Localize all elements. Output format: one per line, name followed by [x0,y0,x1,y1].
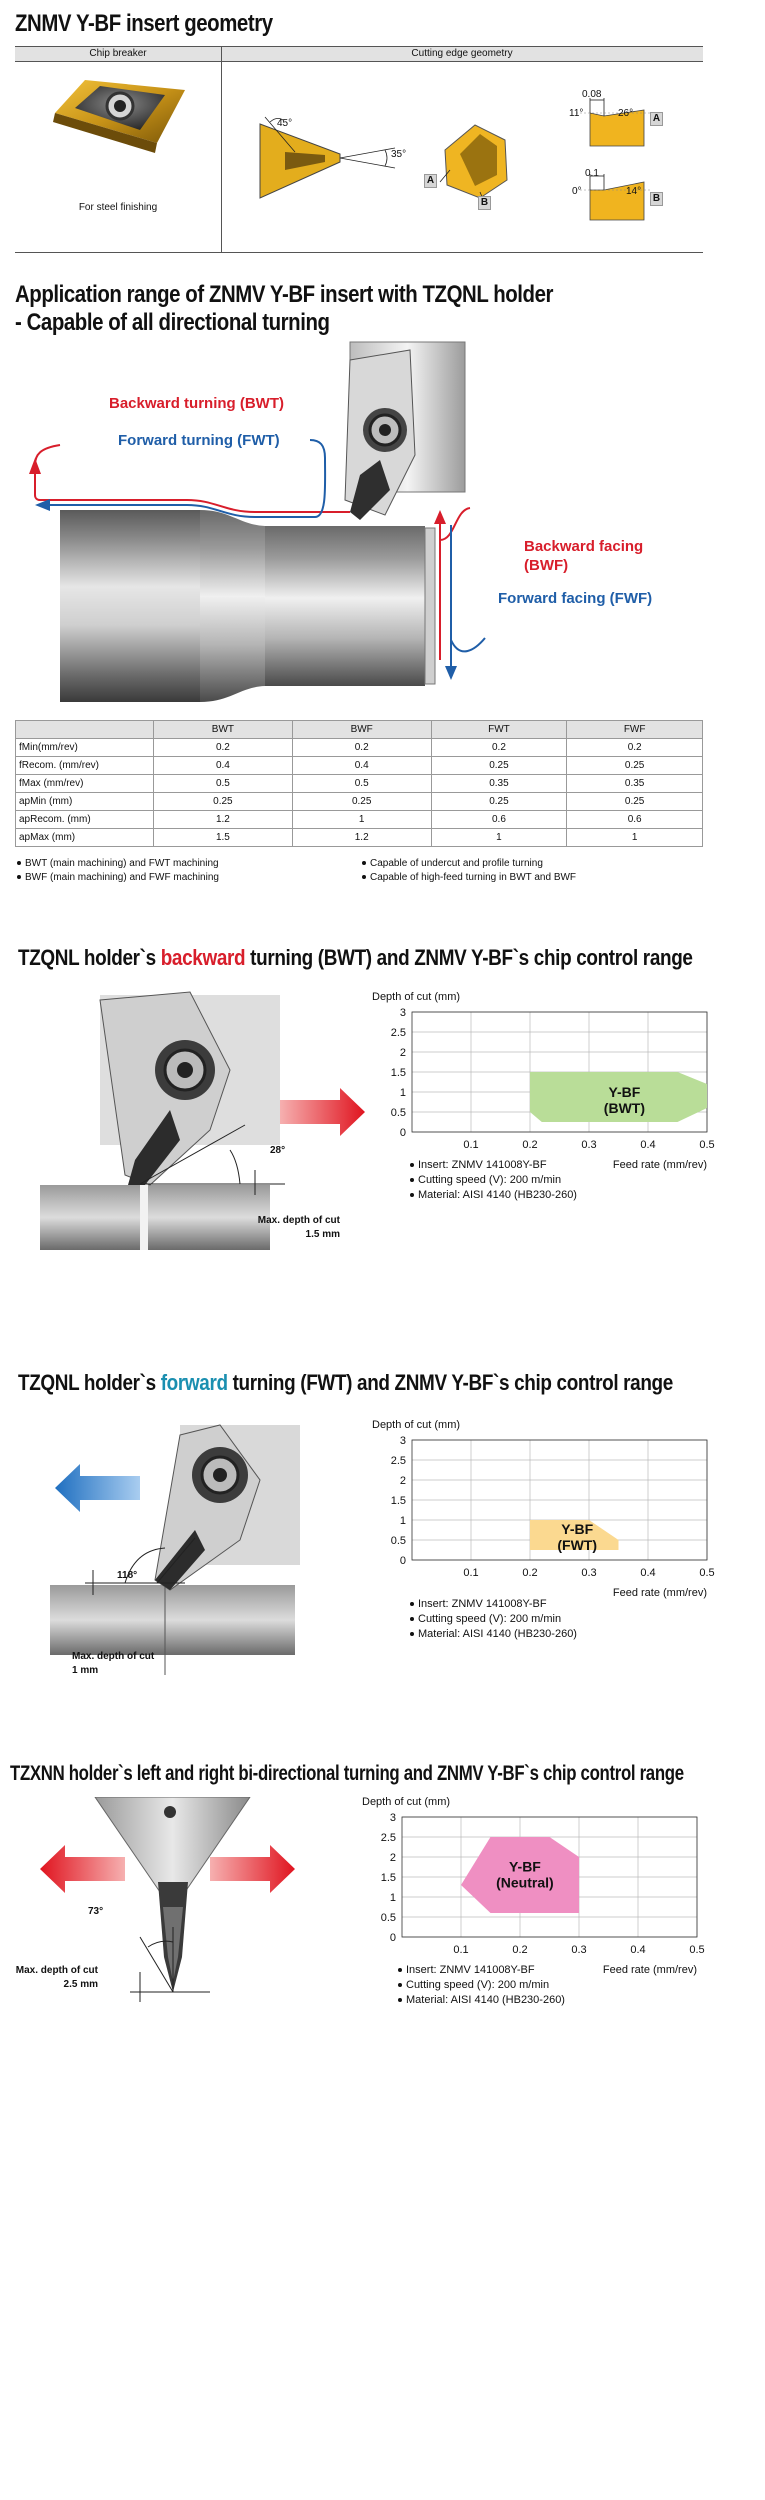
label-b-detail: B [650,192,663,206]
fwt-section-title [18,1370,673,1396]
table-cell: 0.2 [154,739,293,757]
table-row [16,775,703,793]
table-cell: 1.5 [154,829,293,847]
label-a-iso: A [424,174,437,188]
region-label-line1: Y-BF [561,1521,594,1537]
x-tick-label: 0.5 [699,1139,715,1151]
y-tick-label: 2 [399,1047,406,1059]
detail-a-angle1: 11° [569,108,584,119]
table-cell: 0.35 [567,775,703,793]
y-tick-label: 1.5 [380,1872,396,1884]
bwt-angle: 28° [270,1145,286,1156]
fwf-label: Forward facing (FWF) [498,590,653,607]
x-tick-label: 0.2 [522,1567,538,1579]
insert-photo [45,68,195,158]
table-cell: 0.4 [292,757,431,775]
divider [221,46,222,252]
spec-note [362,857,543,871]
y-axis-label: Depth of cut (mm) [372,991,461,1003]
x-tick-label: 0.5 [699,1567,715,1579]
y-tick-label: 0 [399,1555,406,1567]
spec-table [15,720,703,847]
table-cell: 0.35 [431,775,567,793]
fwt-note [410,1627,577,1642]
spec-note-text: BWT (main machining) and FWT machining [25,858,219,869]
label-a-detail: A [650,112,663,126]
region-label-line1: Y-BF [608,1083,641,1100]
y-tick-label: 1.5 [390,1067,406,1079]
insert-caption: For steel finishing [78,202,158,213]
divider [15,252,703,253]
spec-note [17,871,219,885]
table-cell: 0.2 [431,739,567,757]
bwt-notes [410,1158,577,1203]
row-label: fRecom. (mm/rev) [16,757,154,775]
table-cell: 0.5 [292,775,431,793]
y-tick-label: 3 [399,1435,406,1447]
spec-note [17,857,219,871]
label-b-iso: B [478,196,491,210]
region-label-line2: (Neutral) [496,1874,554,1891]
x-tick-label: 0.1 [463,1139,479,1151]
spec-header-cell: BWF [292,721,431,739]
x-tick-label: 0.3 [571,1944,587,1956]
x-tick-label: 0.2 [522,1139,538,1151]
application-title-line2: - Capable of all directional turning [15,309,330,336]
region-label-line2: (BWT) [603,1099,646,1116]
x-tick-label: 0.4 [640,1567,656,1579]
row-label: fMax (mm/rev) [16,775,154,793]
spec-header-cell [16,721,154,739]
table-cell: 1.2 [292,829,431,847]
spec-header-cell: BWT [154,721,293,739]
table-cell: 0.2 [567,739,703,757]
table-row [16,739,703,757]
fwt-depth-line2: 1 mm [72,1665,99,1676]
detail-a-land: 0.08 [582,89,602,100]
y-tick-label: 1 [399,1515,406,1527]
detail-b-angle1: 0° [572,186,582,197]
table-cell: 0.5 [154,775,293,793]
y-axis-label: Depth of cut (mm) [362,1796,451,1808]
note-text: Material: AISI 4140 (HB230-260) [418,1189,577,1201]
x-tick-label: 0.1 [463,1567,479,1579]
x-tick-label: 0.2 [512,1944,528,1956]
bidirectional-section-title: TZXNN holder`s left and right bi-directional turning and ZNMV Y-BF`s chip control range [10,1762,684,1785]
spec-note-text: Capable of undercut and profile turning [370,858,543,869]
col-chip-breaker: Chip breaker [89,48,147,59]
table-cell: 0.6 [567,811,703,829]
application-title-line1: Application range of ZNMV Y-BF insert with TZQNL holder [15,281,554,308]
note-text: Insert: ZNMV 141008Y-BF [406,1964,535,1976]
note-text: Cutting speed (V): 200 m/min [406,1979,550,1991]
y-tick-label: 2.5 [390,1455,406,1467]
geometry-table [15,46,703,254]
table-cell: 0.25 [567,757,703,775]
fwt-label: Forward turning (FWT) [118,432,280,449]
x-tick-label: 0.4 [630,1944,646,1956]
geometry-title: ZNMV Y-BF insert geometry [15,10,273,37]
fwt-angle: 118° [117,1570,138,1581]
bwt-section-title [18,945,693,971]
y-tick-label: 3 [399,1007,406,1019]
note-text: Cutting speed (V): 200 m/min [418,1174,562,1186]
table-cell: 1 [292,811,431,829]
y-tick-label: 0.5 [390,1535,406,1547]
bidirectional-depth-line1: Max. depth of cut [15,1965,98,1976]
spec-note-text: Capable of high-feed turning in BWT and BWF [370,872,577,883]
y-tick-label: 0 [399,1127,406,1139]
y-tick-label: 1.5 [390,1495,406,1507]
x-tick-label: 0.3 [581,1139,597,1151]
y-tick-label: 2.5 [390,1027,406,1039]
col-cutting-edge: Cutting edge geometry [411,48,513,59]
chart-bwt [372,990,717,1180]
note-text: Material: AISI 4140 (HB230-260) [418,1628,577,1640]
spec-table-wrapper [15,720,703,847]
title-highlight: forward [160,1370,228,1395]
fwt-depth-line1: Max. depth of cut [72,1651,155,1662]
y-tick-label: 0.5 [380,1912,396,1924]
detail-a-angle2: 26° [618,108,634,119]
row-label: fMin(mm/rev) [16,739,154,757]
row-label: apMin (mm) [16,793,154,811]
y-tick-label: 0 [389,1932,396,1944]
title-part: turning (BWT) and ZNMV Y-BF`s chip control range [245,945,693,970]
region-label-line1: Y-BF [508,1858,541,1875]
region-label-line2: (FWT) [557,1537,598,1553]
row-label: apRecom. (mm) [16,811,154,829]
table-cell: 0.25 [431,793,567,811]
fwt-notes [410,1597,577,1642]
table-cell: 0.4 [154,757,293,775]
bidirectional-depth-line2: 2.5 mm [63,1979,98,1990]
x-tick-label: 0.3 [581,1567,597,1579]
cutting-edge-iso-view [435,120,515,210]
spec-header-cell: FWT [431,721,567,739]
x-axis-label: Feed rate (mm/rev) [602,1964,697,1976]
table-cell: 0.25 [567,793,703,811]
y-tick-label: 3 [389,1812,396,1824]
bwf-label-line2: (BWF) [524,557,569,574]
note-text: Material: AISI 4140 (HB230-260) [406,1994,565,2006]
bidirectional-note [398,1993,565,2008]
y-tick-label: 0.5 [390,1107,406,1119]
row-label: apMax (mm) [16,829,154,847]
angle-45-label: 45° [277,118,293,129]
note-text: Cutting speed (V): 200 m/min [418,1613,562,1625]
table-cell: 0.25 [292,793,431,811]
table-cell: 0.6 [431,811,567,829]
y-tick-label: 1 [399,1087,406,1099]
table-row [16,793,703,811]
bidirectional-angle: 73° [88,1906,104,1917]
fwt-tool-illustration [45,1420,305,1680]
y-tick-label: 2.5 [380,1832,396,1844]
fwt-note [410,1597,577,1612]
bwt-depth-line1: Max. depth of cut [257,1215,340,1226]
table-cell: 1 [431,829,567,847]
table-row [16,811,703,829]
chart-neutral [362,1795,707,1985]
x-axis-label: Feed rate (mm/rev) [612,1159,707,1171]
x-tick-label: 0.4 [640,1139,656,1151]
x-tick-label: 0.5 [689,1944,705,1956]
spec-note-text: BWF (main machining) and FWF machining [25,872,219,883]
bwt-label: Backward turning (BWT) [109,395,284,412]
fwt-note [410,1612,577,1627]
title-part: TZQNL holder`s [18,945,161,970]
divider [15,61,703,62]
bwt-note [410,1188,577,1203]
title-part: TZQNL holder`s [18,1370,161,1395]
spec-header-cell: FWF [567,721,703,739]
spec-header-row [16,721,703,739]
bidirectional-notes [398,1963,565,2008]
table-row [16,829,703,847]
detail-b-section [570,168,660,228]
table-cell: 0.25 [431,757,567,775]
y-tick-label: 2 [399,1475,406,1487]
table-row [16,757,703,775]
x-tick-label: 0.1 [453,1944,469,1956]
spec-note [362,871,576,885]
angle-35-label: 35° [391,149,407,160]
note-text: Insert: ZNMV 141008Y-BF [418,1598,547,1610]
chart-fwt [372,1418,717,1608]
bwf-label-line1: Backward facing [524,538,644,555]
bwt-note [410,1173,577,1188]
table-cell: 0.2 [292,739,431,757]
table-cell: 1 [567,829,703,847]
title-highlight: backward [160,945,246,970]
bwt-depth-line2: 1.5 mm [305,1229,340,1240]
table-cell: 1.2 [154,811,293,829]
detail-b-land: 0.1 [585,168,599,179]
detail-b-angle2: 14° [626,186,642,197]
y-axis-label: Depth of cut (mm) [372,1419,461,1431]
y-tick-label: 2 [389,1852,396,1864]
table-cell: 0.25 [154,793,293,811]
y-tick-label: 1 [389,1892,396,1904]
note-text: Insert: ZNMV 141008Y-BF [418,1159,547,1171]
x-axis-label: Feed rate (mm/rev) [612,1587,707,1599]
bidirectional-note [398,1978,565,1993]
title-part: turning (FWT) and ZNMV Y-BF`s chip control range [227,1370,673,1395]
bwt-note [410,1158,577,1173]
bidirectional-note [398,1963,565,1978]
